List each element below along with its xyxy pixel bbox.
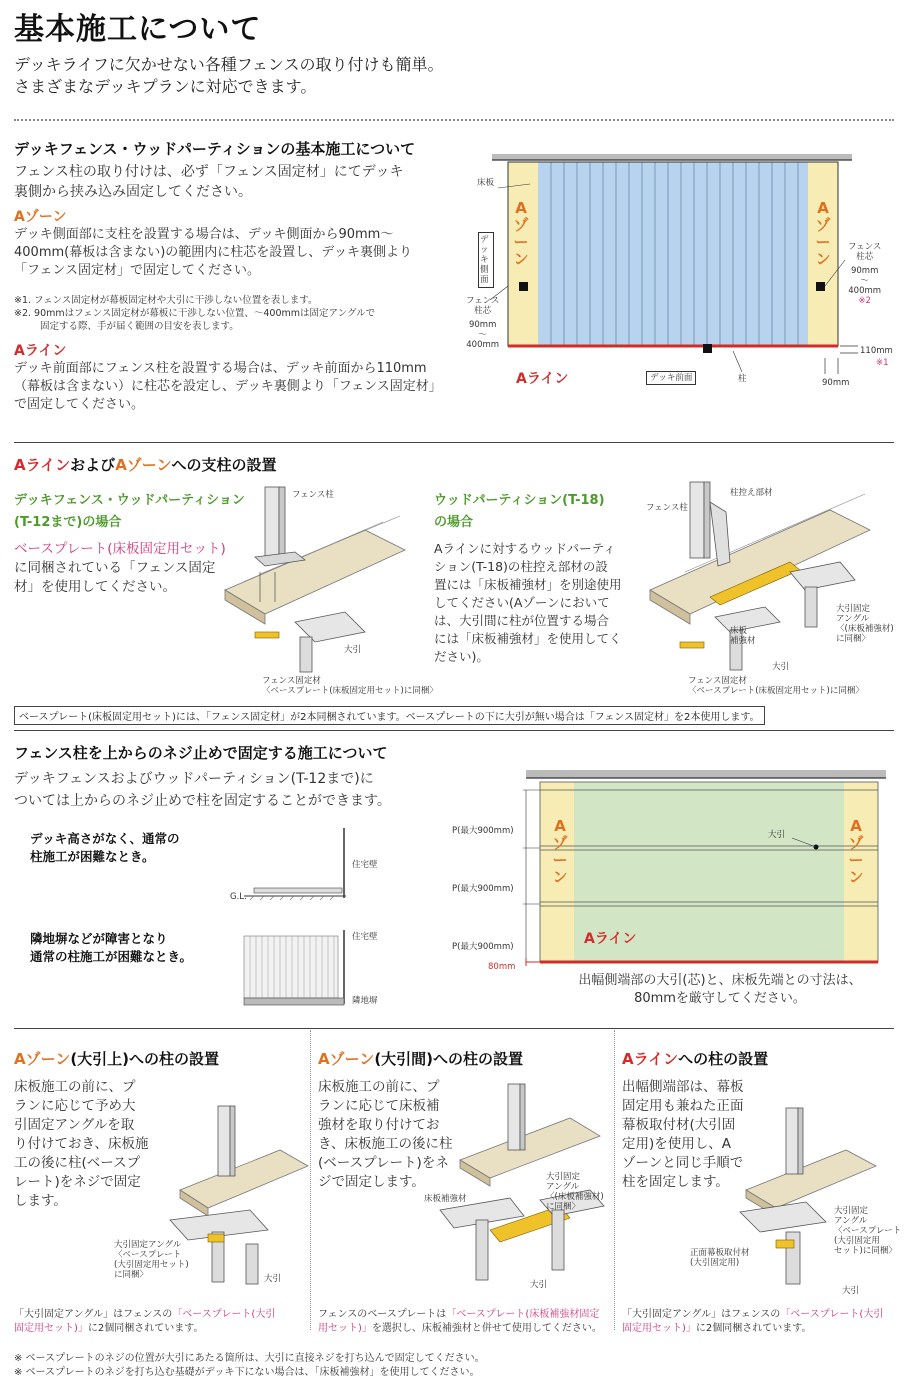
azone-heading: Aゾーン bbox=[14, 209, 67, 225]
label-pillar: 柱 bbox=[738, 374, 747, 384]
label-deck-front: デッキ前面 bbox=[646, 371, 696, 385]
azone-right-text-2: Aゾーン bbox=[848, 817, 864, 886]
page-title: 基本施工について bbox=[14, 12, 262, 47]
case2-illustration bbox=[240, 928, 350, 1010]
col2-heading: Aゾーン(大引間)への柱の設置 bbox=[318, 1050, 524, 1068]
label-note1: ※1 bbox=[876, 358, 889, 368]
aline-text-2: Aライン bbox=[584, 931, 637, 947]
screw-plan-caption: 出幅側端部の大引(芯)と、床板先端との寸法は、 80mmを厳守してください。 bbox=[578, 973, 862, 1006]
screw-plan-diagram bbox=[520, 768, 892, 968]
aline-text: Aライン bbox=[516, 371, 569, 387]
section-post-title: AラインおよびAゾーンへの支柱の設置 bbox=[14, 456, 277, 474]
col2-lbl-angle: 大引固定 アングル 〈(床板補強材) に同梱〉 bbox=[546, 1172, 604, 1212]
case2-fence-label: 隣地塀 bbox=[352, 996, 378, 1006]
azone-left-text-2: Aゾーン bbox=[552, 817, 568, 886]
aline-body: デッキ前面部にフェンス柱を設置する場合は、デッキ前面から110mm （幕板は含まない）に柱芯を設定し、デッキ裏側より「フェンス固定材」 で固定してください。 bbox=[14, 361, 442, 412]
col1-lbl-angle: 大引固定アングル 〈ベースプレート (大引固定用セット) に同梱〉 bbox=[114, 1240, 189, 1280]
section-screw-body: デッキフェンスおよびウッドパーティション(T-12まで)に ついては上からのネジ止めで柱を固定することができます。 bbox=[14, 771, 391, 809]
azone-left-text: Aゾーン bbox=[513, 199, 529, 268]
right-lbl-hikae: 柱控え部材 bbox=[730, 488, 773, 498]
right-case-body: Aラインに対するウッドパーティ ション(T-18)の柱控え部材の設 置には「床板補強材」を別途使用 してください(Aゾーンにおいて は、大引間に柱が位置する場合 には「床板補強材」を使用してく ださい)。 bbox=[434, 541, 622, 664]
right-case-heading: ウッドパーティション(T-18) の場合 bbox=[434, 493, 605, 530]
pitch-label-3: P(最大900mm) bbox=[452, 942, 514, 952]
col3-lbl-shomen: 正面幕板取付材 (大引固定用) bbox=[690, 1248, 750, 1268]
azone-notes: ※1. フェンス固定材が幕板固定材や大引に干渉しない位置を表します。 ※2. 90mmはフェンス固定材が幕板に干渉しない位置、〜400mmは固定アングルで 固定する際、手が届く範囲の目安を表します。 bbox=[14, 295, 376, 332]
left-post-illustration bbox=[215, 472, 415, 702]
azone-right-text: Aゾーン bbox=[815, 199, 831, 268]
case1-text: デッキ高さがなく、通常の 柱施工が困難なとき。 bbox=[30, 831, 180, 864]
col3-lbl-ohiki: 大引 bbox=[842, 1286, 860, 1296]
label-110mm: 110mm bbox=[860, 346, 893, 356]
pitch-label-2: P(最大900mm) bbox=[452, 884, 514, 894]
right-lbl-kotei: フェンス固定材 〈ベースプレート(床板固定用セット)に同梱〉 bbox=[688, 676, 864, 696]
pillar-front bbox=[703, 344, 712, 353]
wall-hatch bbox=[492, 154, 852, 160]
col2-footer: フェンスのベースプレートは「ベースプレート(床板補強材固定 用セット)」を選択し、床板補強材と併せて使用してください。 bbox=[318, 1309, 602, 1334]
col2-body: 床板施工の前に、プ ランに応じて床板補 強材を取り付けてお き、床板施工の後に柱 (ベースプレート)をネ ジで固定します。 bbox=[318, 1079, 453, 1190]
left-lbl-kotei: フェンス固定材 〈ベースプレート(床板固定用セット)に同梱〉 bbox=[262, 676, 438, 696]
pillar-left bbox=[519, 282, 528, 291]
col3-heading: Aラインへの柱の設置 bbox=[622, 1050, 769, 1068]
left-case-heading: デッキフェンス・ウッドパーティション (T-12まで)の場合 bbox=[14, 493, 245, 530]
pitch-label-1: P(最大900mm) bbox=[452, 826, 514, 836]
ohiki-label: 大引 bbox=[768, 830, 786, 840]
case2-text: 隣地塀などが障害となり 通常の柱施工が困難なとき。 bbox=[30, 931, 193, 964]
divider bbox=[14, 442, 894, 443]
right-lbl-ohiki: 大引 bbox=[772, 662, 790, 672]
case1-gl-label: G.L. bbox=[230, 892, 247, 902]
col1-lbl-ohiki: 大引 bbox=[264, 1274, 282, 1284]
right-lbl-fence: フェンス柱 bbox=[646, 503, 688, 513]
col1-footer: 「大引固定アングル」はフェンスの「ベースプレート(大引 固定用セット)」に2個同梱されています。 bbox=[14, 1309, 276, 1334]
footnotes: ※ ベースプレートのネジの位置が大引にあたる箇所は、大引に直接ネジを打ち込んで固定してください。 ※ ベースプレートのネジを打ち込む基礎がデッキ下にない場合は、「床板補強材」を使用してください。 bbox=[14, 1353, 485, 1378]
azone-body: デッキ側面部に支柱を設置する場合は、デッキ側面から90mm〜 400mm(幕板は含まない)の範囲内に柱芯を設置し、デッキ裏側より 「フェンス固定材」で固定してください。 bbox=[14, 227, 413, 278]
section-basic-title: デッキフェンス・ウッドパーティションの基本施工について bbox=[14, 140, 416, 158]
aline-heading: Aライン bbox=[14, 343, 67, 359]
mm80-label: 80mm bbox=[488, 962, 516, 972]
col3-lbl-angle: 大引固定 アングル 〈ベースプレート (大引固定用 セット)に同梱〉 bbox=[834, 1206, 902, 1256]
case1-illustration bbox=[240, 826, 350, 906]
col3-footer: 「大引固定アングル」はフェンスの「ベースプレート(大引 固定用セット)」に2個同梱されています。 bbox=[622, 1309, 884, 1334]
divider bbox=[14, 1028, 894, 1029]
col3-body: 出幅側端部は、幕板 固定用も兼ねた正面 幕板取付材(大引固 定用)を使用し、A ゾーンと同じ手順で 柱を固定します。 bbox=[622, 1079, 744, 1190]
col3-illustration bbox=[736, 1100, 906, 1300]
deck-boards bbox=[538, 162, 808, 346]
deck-plan-diagram bbox=[460, 148, 910, 398]
pillar-right bbox=[816, 282, 825, 291]
section-basic-intro: フェンス柱の取り付けは、必ず「フェンス固定材」にてデッキ 裏側から挟み込み固定してください。 bbox=[14, 164, 404, 200]
col1-heading: Aゾーン(大引上)への柱の設置 bbox=[14, 1050, 220, 1068]
label-yuka: 床板 bbox=[477, 178, 495, 188]
label-fence-left: フェンス 柱芯 90mm 〜 400mm bbox=[466, 296, 500, 350]
right-lbl-hokyo: 床板 補強材 bbox=[730, 626, 756, 646]
case2-wall-label: 住宅壁 bbox=[352, 932, 378, 942]
base-plate-notice: ベースプレート(床板固定用セット)には、「フェンス固定材」が2本同梱されています。ベースプレートの下に大引が無い場合は「フェンス固定材」を2本使用します。 bbox=[14, 706, 765, 725]
left-case-body: ベースプレート(床板固定用セット) に同梱されている「フェンス固定 材」を使用してください。 bbox=[14, 541, 226, 595]
label-90mm: 90mm bbox=[822, 378, 850, 388]
right-lbl-angle: 大引固定 アングル 〈(床板補強材) に同梱〉 bbox=[836, 604, 894, 644]
col1-body: 床板施工の前に、プ ランに応じて予め大 引固定アングルを取 り付けておき、床板施 工の後に柱(ベースプ レート)をネジで固定 します。 bbox=[14, 1079, 149, 1209]
section-screw-title: フェンス柱を上からのネジ止めで固定する施工について bbox=[14, 744, 388, 762]
case1-wall-label: 住宅壁 bbox=[352, 860, 378, 870]
left-lbl-fence: フェンス柱 bbox=[292, 490, 334, 500]
divider bbox=[14, 730, 894, 731]
left-lbl-ohiki: 大引 bbox=[344, 645, 362, 655]
col2-lbl-ohiki: 大引 bbox=[530, 1280, 548, 1290]
divider bbox=[14, 119, 894, 121]
lead-text: デッキライフに欠かせない各種フェンスの取り付けも簡単。 さまざまなデッキプランに対応できます。 bbox=[14, 55, 444, 96]
label-deck-side: デッキ側面 bbox=[478, 232, 494, 288]
label-fence-right: フェンス 柱芯 90mm 〜 400mm ※2 bbox=[848, 242, 882, 306]
col2-lbl-hokyo: 床板補強材 bbox=[424, 1194, 467, 1204]
